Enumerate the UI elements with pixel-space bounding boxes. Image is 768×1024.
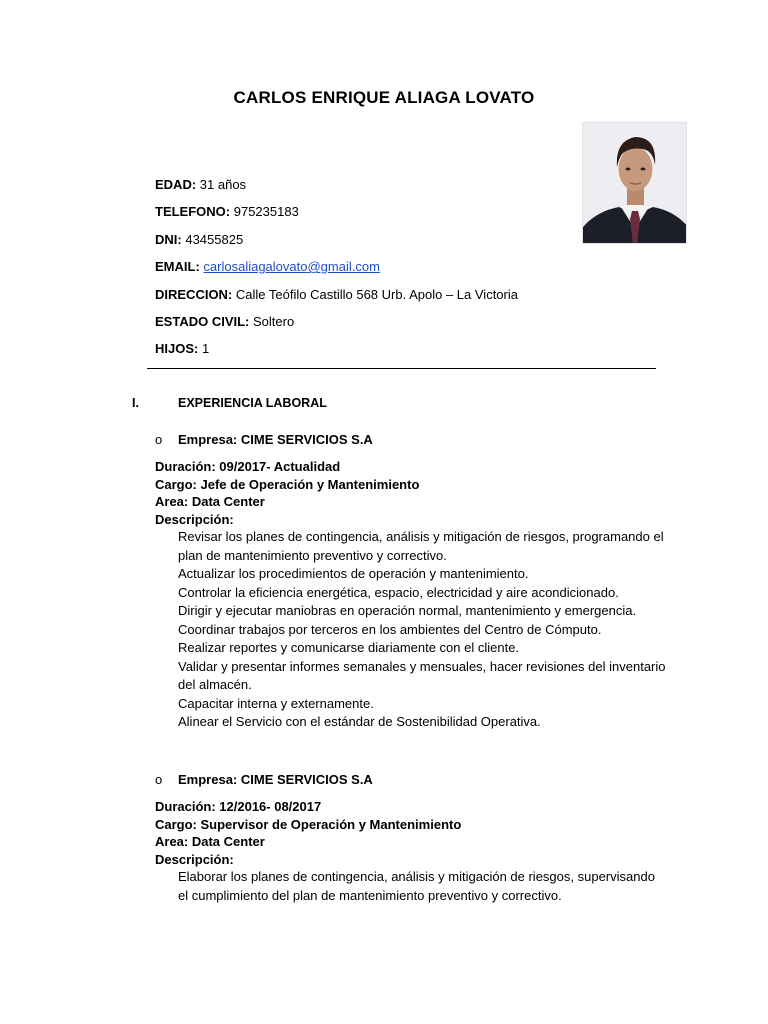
info-hijos: HIJOS: 1 xyxy=(155,341,210,357)
description-line: Actualizar los procedimientos de operación y mantenimiento. xyxy=(178,566,529,582)
job-company: o Empresa: CIME SERVICIOS S.A xyxy=(155,772,373,787)
description-line: Validar y presentar informes semanales y mensuales, hacer revisiones del inventario xyxy=(178,658,666,674)
job-role: Cargo: Supervisor de Operación y Mantenimiento xyxy=(155,816,462,832)
horizontal-divider xyxy=(147,368,656,369)
description-line: Coordinar trabajos por terceros en los ambientes del Centro de Cómputo. xyxy=(178,621,602,637)
description-line: del almacén. xyxy=(178,677,252,693)
info-direccion: DIRECCION: Calle Teófilo Castillo 568 Urb. Apolo – La Victoria xyxy=(155,286,518,302)
job-area: Area: Data Center xyxy=(155,834,265,850)
job-description xyxy=(155,528,675,732)
description-line: Dirigir y ejecutar maniobras en operación normal, mantenimiento y emergencia. xyxy=(178,603,637,619)
job-area: Area: Data Center xyxy=(155,494,265,510)
job-description xyxy=(155,868,675,905)
cv-name-title: CARLOS ENRIQUE ALIAGA LOVATO xyxy=(233,88,535,107)
description-line: Elaborar los planes de contingencia, análisis y mitigación de riesgos, supervisando xyxy=(178,869,655,885)
job-duration: Duración: 12/2016- 08/2017 xyxy=(155,799,322,814)
description-line: Capacitar interna y externamente. xyxy=(178,695,374,711)
info-email: EMAIL: carlosaliagalovato@gmail.com xyxy=(155,259,380,275)
job-role: Cargo: Jefe de Operación y Mantenimiento xyxy=(155,476,420,492)
info-telefono: TELEFONO: 975235183 xyxy=(155,204,299,220)
description-line: plan de mantenimiento preventivo y correctivo. xyxy=(178,547,447,563)
job-description-label: Descripción: xyxy=(155,511,234,527)
info-edad: EDAD: 31 años xyxy=(155,177,247,192)
bullet-icon: o xyxy=(155,772,163,787)
bullet-icon: o xyxy=(155,432,163,447)
description-line: Revisar los planes de contingencia, análisis y mitigación de riesgos, programando el xyxy=(178,529,664,545)
info-estado-civil: ESTADO CIVIL: Soltero xyxy=(155,313,295,329)
job-company: o Empresa: CIME SERVICIOS S.A xyxy=(155,432,373,447)
description-line: el cumplimiento del plan de mantenimiento preventivo y correctivo. xyxy=(178,887,562,903)
job-entry xyxy=(155,771,675,905)
description-line: Alinear el Servicio con el estándar de Sostenibilidad Operativa. xyxy=(178,714,541,730)
personal-info xyxy=(155,176,675,368)
description-line: Controlar la eficiencia energética, espacio, electricidad y aire acondicionado. xyxy=(178,584,619,600)
description-line: Realizar reportes y comunicarse diariamente con el cliente. xyxy=(178,640,520,656)
section-heading-experiencia: I. EXPERIENCIA LABORAL xyxy=(132,396,327,410)
job-duration: Duración: 09/2017- Actualidad xyxy=(155,459,341,474)
job-description-label: Descripción: xyxy=(155,851,234,867)
job-entry xyxy=(155,431,675,732)
email-link[interactable]: carlosaliagalovato@gmail.com xyxy=(203,259,380,275)
info-dni: DNI: 43455825 xyxy=(155,231,244,247)
